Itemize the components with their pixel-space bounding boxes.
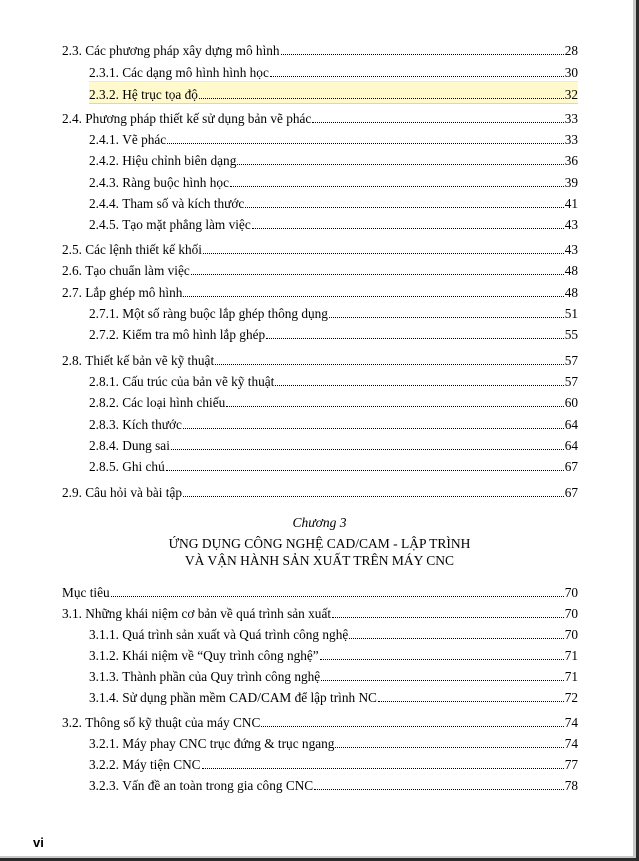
toc-entry[interactable]	[89, 433, 578, 454]
toc-entry[interactable]	[62, 258, 578, 279]
toc-entry-title: Tạo chuẩn làm việc	[85, 263, 190, 278]
dot-leader	[215, 363, 564, 365]
toc-entry[interactable]	[62, 106, 578, 127]
toc-entry-page: 67	[564, 459, 578, 474]
dot-leader	[167, 142, 564, 144]
toc-entry[interactable]	[62, 348, 578, 369]
toc-entry[interactable]	[89, 731, 578, 752]
dot-leader	[237, 163, 563, 165]
toc-entry-title: Các lệnh thiết kế khối	[85, 242, 202, 257]
dot-leader	[266, 337, 564, 339]
toc-entry[interactable]	[89, 685, 578, 706]
toc-entry-page: 57	[564, 353, 578, 368]
toc-entry-number: 2.8.2.	[89, 395, 123, 410]
dot-leader	[312, 121, 563, 123]
toc-entry-page: 41	[564, 196, 578, 211]
toc-entry-title: Những khái niệm cơ bản về quá trình sản xuất	[85, 606, 332, 621]
dot-leader	[349, 637, 563, 639]
toc-entry-number: 2.5.	[62, 242, 86, 257]
toc-entry-title: Câu hỏi và bài tập	[85, 485, 183, 500]
toc-entry-number: 2.3.1.	[89, 65, 123, 80]
toc-entry-number: 3.1.	[62, 606, 86, 621]
dot-leader	[378, 700, 564, 702]
toc-entry-title: Máy phay CNC trục đứng & trục ngang	[122, 736, 335, 751]
dot-leader	[183, 427, 564, 429]
toc-entry-page: 60	[564, 395, 578, 410]
toc-entry-page: 32	[564, 87, 578, 102]
toc-entry-page: 48	[564, 263, 578, 278]
toc-entry-number: 2.3.	[62, 43, 86, 58]
toc-entry[interactable]	[89, 301, 578, 322]
toc-entry-number: 3.1.4.	[89, 690, 123, 705]
dot-leader	[332, 616, 564, 618]
toc-entry-page: 78	[564, 778, 578, 793]
toc-entry-number: 2.7.1.	[89, 306, 123, 321]
dot-leader	[261, 725, 563, 727]
toc-entry[interactable]	[89, 454, 578, 475]
toc-entry-number: 3.2.1.	[89, 736, 123, 751]
dot-leader	[321, 679, 564, 681]
toc-entry[interactable]	[89, 622, 578, 643]
toc-entry-title: Kích thước	[122, 417, 182, 432]
toc-entry-page: 51	[564, 306, 578, 321]
toc-entry-title: Tạo mặt phẳng làm việc	[122, 217, 251, 232]
toc-entry-title: Vấn đề an toàn trong gia công CNC	[122, 778, 314, 793]
toc-entry-page: 57	[564, 374, 578, 389]
toc-entry-page: 30	[564, 65, 578, 80]
toc-entry-title: Cấu trúc của bản vẽ kỹ thuật	[122, 374, 275, 389]
toc-entry-number: 3.1.3.	[89, 669, 123, 684]
toc-entry-title: Thành phần của Quy trình công nghệ	[122, 669, 321, 684]
toc-entry[interactable]	[89, 390, 578, 411]
toc-entry-title: Ràng buộc hình học	[122, 175, 229, 190]
dot-leader	[191, 273, 564, 275]
toc-entry-number: 2.3.2.	[89, 87, 123, 102]
toc-entry[interactable]	[89, 148, 578, 169]
toc-entry-page: 64	[564, 417, 578, 432]
dot-leader	[320, 658, 564, 660]
toc-entry[interactable]	[89, 81, 578, 104]
toc-entry-page: 55	[564, 327, 578, 342]
dot-leader	[281, 53, 564, 55]
toc-entry-page: 74	[564, 736, 578, 751]
toc-entry-number: 2.6.	[62, 263, 86, 278]
toc-entry-number: 2.4.3.	[89, 175, 123, 190]
toc-entry[interactable]	[89, 191, 578, 212]
dot-leader	[171, 448, 564, 450]
dot-leader	[203, 252, 564, 254]
dot-leader	[314, 788, 564, 790]
toc-entry-page: 74	[564, 715, 578, 730]
dot-leader	[166, 469, 564, 471]
dot-leader	[111, 595, 564, 597]
toc-entry-title: Dung sai	[122, 438, 170, 453]
dot-leader	[183, 495, 564, 497]
toc-entry-page: 39	[564, 175, 578, 190]
chapter-label: Chương 3	[292, 515, 347, 530]
toc-entry-number: 2.4.5.	[89, 217, 123, 232]
toc-entry[interactable]	[89, 664, 578, 685]
toc-entry-title: Một số ràng buộc lắp ghép thông dụng	[122, 306, 328, 321]
dot-leader	[275, 384, 563, 386]
toc-entry-number: 2.7.	[62, 285, 86, 300]
toc-entry-title: Mục tiêu	[62, 585, 110, 600]
chapter-title-line-2: VÀ VẬN HÀNH SẢN XUẤT TRÊN MÁY CNC	[184, 553, 455, 568]
toc-entry[interactable]	[89, 369, 578, 390]
toc-entry[interactable]	[62, 280, 578, 301]
toc-entry-number: 2.8.4.	[89, 438, 123, 453]
toc-entry-title: Thông số kỹ thuật của máy CNC	[85, 715, 261, 730]
toc-entry-number: 2.8.1.	[89, 374, 123, 389]
toc-entry-number: 2.9.	[62, 485, 86, 500]
toc-entry-number: 2.4.	[62, 111, 86, 126]
toc-entry[interactable]	[89, 60, 578, 81]
toc-entry-number: 3.2.2.	[89, 757, 123, 772]
dot-leader	[230, 185, 564, 187]
toc-entry-page: 72	[564, 690, 578, 705]
toc-entry[interactable]	[89, 127, 578, 148]
toc-entry-page: 64	[564, 438, 578, 453]
toc-entry-title: Ghi chú	[122, 459, 165, 474]
toc-entry-page: 77	[564, 757, 578, 772]
toc-entry[interactable]	[89, 212, 578, 233]
toc-entry-page: 67	[564, 485, 578, 500]
toc-entry-title: Hiệu chỉnh biên dạng	[122, 153, 237, 168]
toc-entry-number: 3.2.	[62, 715, 86, 730]
page-number: vi	[33, 835, 44, 850]
toc-entry[interactable]	[89, 773, 578, 794]
toc-entry-number: 3.2.3.	[89, 778, 123, 793]
toc-entry[interactable]	[89, 322, 578, 343]
toc-entry[interactable]	[89, 412, 578, 433]
toc-entry[interactable]	[62, 580, 578, 601]
toc-entry[interactable]	[89, 643, 578, 664]
toc-entry[interactable]	[62, 480, 578, 501]
dot-leader	[335, 746, 563, 748]
toc-entry-page: 28	[564, 43, 578, 58]
toc-entry-title: Khái niệm về “Quy trình công nghệ”	[122, 648, 319, 663]
toc-entry[interactable]	[62, 38, 578, 59]
toc-entry-title: Các loại hình chiếu	[122, 395, 226, 410]
dot-leader	[329, 316, 564, 318]
toc-entry-title: Các dạng mô hình hình học	[122, 65, 269, 80]
toc-entry[interactable]	[62, 710, 578, 731]
toc-entry-number: 2.8.	[62, 353, 86, 368]
toc-entry-page: 43	[564, 217, 578, 232]
toc-entry-title: Sử dụng phần mềm CAD/CAM để lập trình NC	[122, 690, 377, 705]
toc-entry[interactable]	[89, 752, 578, 773]
toc-entry-page: 70	[564, 585, 578, 600]
dot-leader	[226, 405, 563, 407]
chapter-title-line-1: ỨNG DỤNG CÔNG NGHỆ CAD/CAM - LẬP TRÌNH	[168, 536, 471, 551]
dot-leader	[183, 295, 563, 297]
toc-entry-number: 2.7.2.	[89, 327, 123, 342]
toc-entry-title: Phương pháp thiết kế sử dụng bản vẽ phác	[85, 111, 312, 126]
toc-entry-title: Kiểm tra mô hình lắp ghép	[122, 327, 266, 342]
toc-entry-number: 3.1.1.	[89, 627, 123, 642]
dot-leader	[199, 97, 564, 99]
toc-entry-page: 70	[564, 606, 578, 621]
dot-leader	[252, 227, 564, 229]
toc-entry-page: 43	[564, 242, 578, 257]
toc-entry-page: 33	[564, 111, 578, 126]
toc-entry-page: 36	[564, 153, 578, 168]
toc-entry-number: 2.4.4.	[89, 196, 123, 211]
toc-entry-number: 2.8.5.	[89, 459, 123, 474]
chapter-heading	[0, 515, 639, 569]
dot-leader	[270, 75, 564, 77]
dot-leader	[202, 767, 564, 769]
toc-entry-page: 33	[564, 132, 578, 147]
toc-entry-number: 2.4.2.	[89, 153, 123, 168]
toc-entry-title: Vẽ phác	[122, 132, 167, 147]
toc-entry-page: 71	[564, 669, 578, 684]
toc-entry-title: Các phương pháp xây dựng mô hình	[85, 43, 280, 58]
toc-entry-title: Tham số và kích thước	[122, 196, 245, 211]
toc-entry[interactable]	[62, 237, 578, 258]
toc-entry[interactable]	[62, 601, 578, 622]
toc-entry-title: Máy tiện CNC	[122, 757, 201, 772]
toc-entry-page: 48	[564, 285, 578, 300]
toc-entry-page: 70	[564, 627, 578, 642]
toc-entry-title: Lắp ghép mô hình	[85, 285, 183, 300]
toc-entry-title: Hệ trục tọa độ	[122, 87, 198, 102]
toc-entry[interactable]	[89, 170, 578, 191]
toc-entry-number: 2.8.3.	[89, 417, 123, 432]
dot-leader	[245, 206, 563, 208]
toc-entry-number: 2.4.1.	[89, 132, 123, 147]
toc-entry-page: 71	[564, 648, 578, 663]
toc-entry-title: Quá trình sản xuất và Quá trình công nghệ	[122, 627, 349, 642]
toc-entry-title: Thiết kế bản vẽ kỹ thuật	[85, 353, 215, 368]
toc-entry-number: 3.1.2.	[89, 648, 123, 663]
